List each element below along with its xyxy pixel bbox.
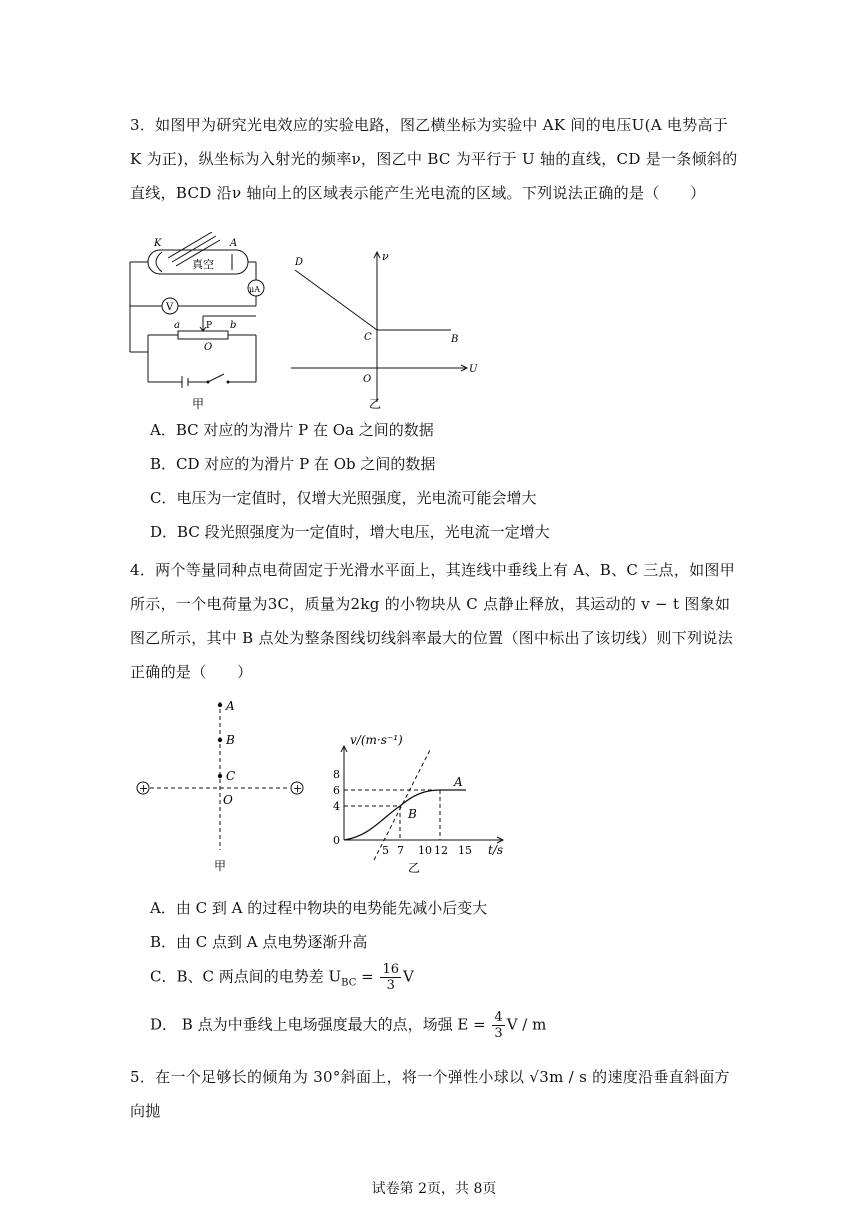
q4-option-d-text: D． B 点为中垂线上电场强度最大的点，场强 E = (150, 1015, 491, 1034)
ytick-8: 8 (333, 768, 340, 781)
page-footer: 试卷第 2页，共 8页 (371, 1181, 497, 1197)
q4-option-c-sub: BC (341, 977, 357, 989)
line-DC (295, 270, 377, 330)
voltmeter-label: V (166, 302, 174, 313)
q3-option-d: D．BC 段光照强度为一定值时，增大电压，光电流一定增大 (150, 523, 550, 541)
q4-option-a: A．由 C 到 A 的过程中物块的电势能先减小后变大 (150, 899, 488, 917)
microammeter-label: μA (249, 285, 260, 294)
q4-option-d (150, 1010, 546, 1041)
ytick-0: 0 (333, 834, 340, 847)
q4-option-c (150, 962, 414, 998)
label-A: A (454, 775, 463, 789)
label-nu: ν (382, 250, 389, 263)
q4-charges-figure (130, 692, 310, 872)
left-charge-plus: + (139, 782, 149, 795)
y-axis-label: v/(m·s⁻¹) (350, 733, 403, 747)
q4-option-c-unit: V (403, 967, 414, 986)
q3-nu-u-graph (285, 242, 495, 412)
label-C: C (226, 769, 236, 783)
right-charge-plus: + (293, 782, 303, 795)
label-D: D (295, 257, 304, 268)
q3-circuit-figure (120, 232, 280, 412)
xtick-7: 7 (397, 844, 404, 857)
label-a: a (174, 320, 180, 331)
label-O: O (223, 793, 233, 807)
caption-yi: 乙 (369, 397, 382, 411)
q3-stem: 3．如图甲为研究光电效应的实验电路，图乙横坐标为实验中 AK 间的电压U(A 电势高于 K 为正)，纵坐标为入射光的频率ν，图乙中 BC 为平行于 U 轴的直线，CD 是一条倾斜的直线，BCD 沿ν 轴向上的区域表示能产生光电流的区域。下列说法正确的是（ ） (130, 116, 738, 202)
q4-option-b: B．由 C 点到 A 点电势逐渐升高 (150, 933, 368, 951)
label-O: O (363, 374, 372, 385)
q4-option-d-unit: V / m (506, 1015, 547, 1034)
xtick-12: 12 (434, 844, 448, 857)
q4-stem: 4．两个等量同种点电荷固定于光滑水平面上，其连线中垂线上有 A、B、C 三点，如图甲所示，一个电荷量为3C，质量为2kg 的小物块从 C 点静止释放，其运动的 v − t 图象如图乙所示，其中 B 点处为整条图线切线斜率最大的位置（图中标出了该切线）则下列说法正确的是（ ） (130, 561, 736, 681)
q4-option-c-fraction: $\frac{16}{3}$ (382, 962, 399, 993)
label-vacuum: 真空 (192, 258, 214, 271)
caption-jia: 甲 (214, 859, 227, 872)
label-A: A (226, 699, 235, 713)
q4-option-c-eq: = (356, 967, 379, 986)
label-C: C (364, 332, 372, 343)
label-B: B (226, 733, 235, 747)
caption-jia: 甲 (192, 397, 205, 411)
label-B: B (408, 807, 417, 821)
ytick-6: 6 (333, 784, 340, 797)
q3-option-b: B．CD 对应的为滑片 P 在 Ob 之间的数据 (150, 455, 436, 473)
label-O: O (204, 342, 213, 353)
label-P: P (206, 321, 213, 331)
label-B: B (451, 334, 459, 345)
xtick-5: 5 (382, 844, 389, 857)
q3-option-c: C．电压为一定值时，仅增大光照强度，光电流可能会增大 (150, 489, 537, 507)
q4-option-c-text: C．B、C 两点间的电势差 U (150, 967, 342, 986)
caption-yi: 乙 (408, 861, 421, 875)
q3-option-a: A．BC 对应的为滑片 P 在 Oa 之间的数据 (150, 421, 434, 439)
label-b: b (230, 320, 237, 331)
x-axis-label: t/s (488, 843, 504, 857)
q4-option-d-fraction: $\frac{4}{3}$ (494, 1010, 503, 1041)
q4-vt-graph (330, 726, 520, 878)
q5-stem: 5．在一个足够长的倾角为 30°斜面上，将一个弹性小球以 √3m / s 的速度沿垂直斜面方向抛 (130, 1068, 730, 1120)
ytick-4: 4 (333, 800, 340, 813)
label-K: K (154, 238, 162, 249)
xtick-15: 15 (458, 844, 472, 857)
label-U: U (469, 364, 478, 375)
xtick-10: 10 (418, 844, 432, 857)
label-A: A (230, 238, 238, 249)
vt-curve (344, 790, 466, 840)
